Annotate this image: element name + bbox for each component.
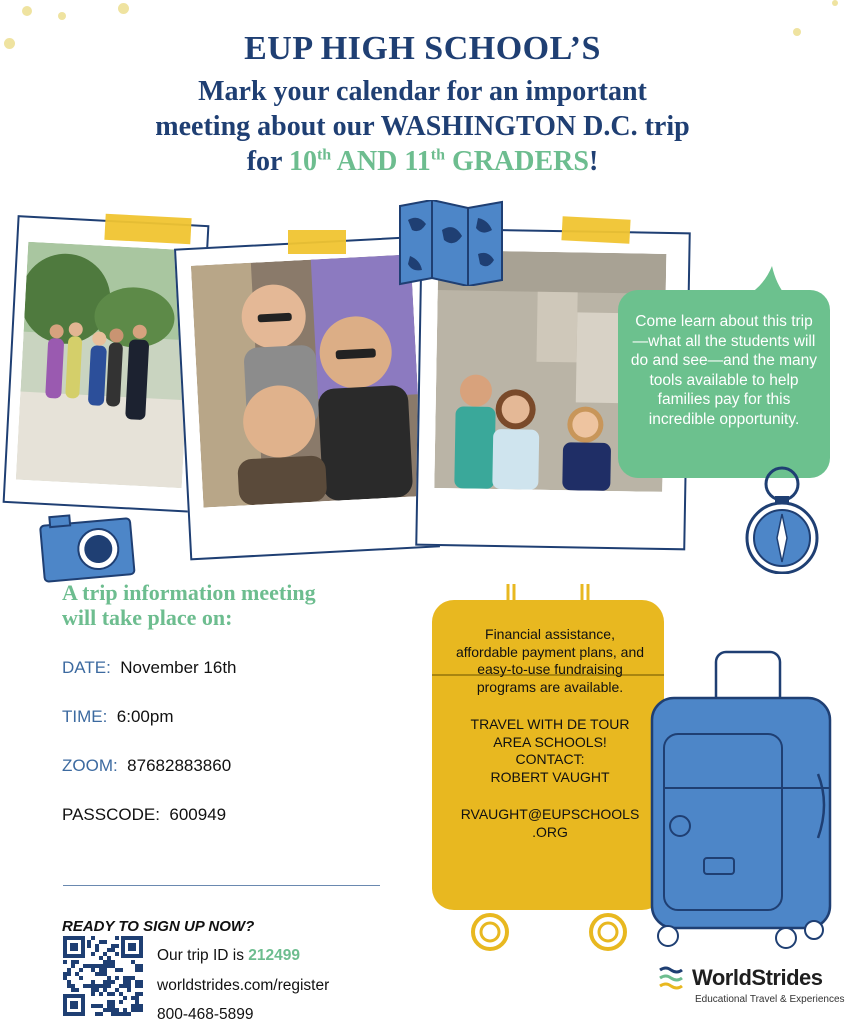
meeting-heading-line-2: will take place on:	[62, 605, 233, 630]
meeting-heading	[62, 580, 316, 630]
trip-id-value: 212499	[248, 947, 301, 964]
financial-text: Financial assistance, affordable payment plans, and easy-to-use fundraising programs are available.	[455, 626, 645, 695]
yellow-suitcase-wheels	[464, 904, 634, 952]
headline-line-2: meeting about our WASHINGTON D.C. trip	[155, 111, 690, 142]
time-label: TIME:	[62, 707, 108, 726]
time-row	[62, 707, 174, 727]
graders-word: GRADERS	[452, 146, 589, 177]
passcode-row	[62, 805, 226, 825]
contact-email[interactable]: RVAUGHT@EUPSCHOOLS .ORG	[460, 806, 640, 840]
blue-suitcase-illustration	[646, 648, 840, 950]
worldstrides-logo-mark	[658, 966, 684, 990]
decor-dot	[58, 12, 66, 20]
camera-icon	[35, 506, 139, 586]
exclamation: !	[588, 146, 599, 177]
travel-contact-text: TRAVEL WITH DE TOUR AREA SCHOOLS! CONTACT: ROBERT VAUGHT	[470, 716, 630, 785]
decor-dot	[118, 3, 129, 14]
time-value: 6:00pm	[116, 707, 174, 726]
date-label: DATE:	[62, 658, 111, 677]
zoom-label: ZOOM:	[62, 756, 118, 775]
headline-line-1: Mark your calendar for an important	[198, 76, 647, 107]
date-row	[62, 658, 237, 678]
zoom-row	[62, 756, 231, 776]
trip-id-text: Our trip ID is	[157, 947, 244, 964]
worldstrides-logo-text: WorldStrides	[692, 965, 823, 990]
tape-1	[104, 214, 191, 244]
signup-heading: READY TO SIGN UP NOW?	[62, 918, 255, 935]
map-icon	[398, 200, 504, 286]
decor-dot	[22, 6, 32, 16]
meeting-heading-line-1: A trip information meeting	[62, 580, 316, 605]
decor-dot	[832, 0, 838, 6]
photo-three-students	[191, 254, 423, 507]
tape-2	[288, 230, 346, 254]
grade-10: 10th	[288, 146, 332, 177]
qr-code[interactable]	[63, 936, 143, 1016]
bubble-text: Come learn about this trip—what all the students will do and see—and the many tools available to help families pay for this incredible opportunity.	[630, 313, 818, 428]
tape-3	[561, 216, 630, 244]
passcode-label: PASSCODE:	[62, 805, 160, 824]
passcode-value: 600949	[169, 805, 227, 824]
for-word: for	[246, 146, 282, 177]
divider	[63, 885, 380, 886]
info-bubble	[618, 290, 830, 478]
worldstrides-tagline: Educational Travel & Experiences	[695, 994, 845, 1005]
phone-number: 800-468-5899	[157, 1006, 254, 1023]
school-title: EUP HIGH SCHOOL’S	[244, 30, 601, 67]
photo-students-walking	[16, 242, 194, 488]
date-value: November 16th	[120, 658, 237, 677]
register-link[interactable]: worldstrides.com/register	[157, 977, 330, 994]
trip-id-line	[157, 947, 300, 965]
headline-line-3	[0, 144, 845, 179]
compass-icon	[744, 466, 820, 574]
grade-11: AND 11th	[336, 146, 446, 177]
zoom-value: 87682883860	[127, 756, 232, 775]
meeting-headline	[0, 74, 845, 179]
